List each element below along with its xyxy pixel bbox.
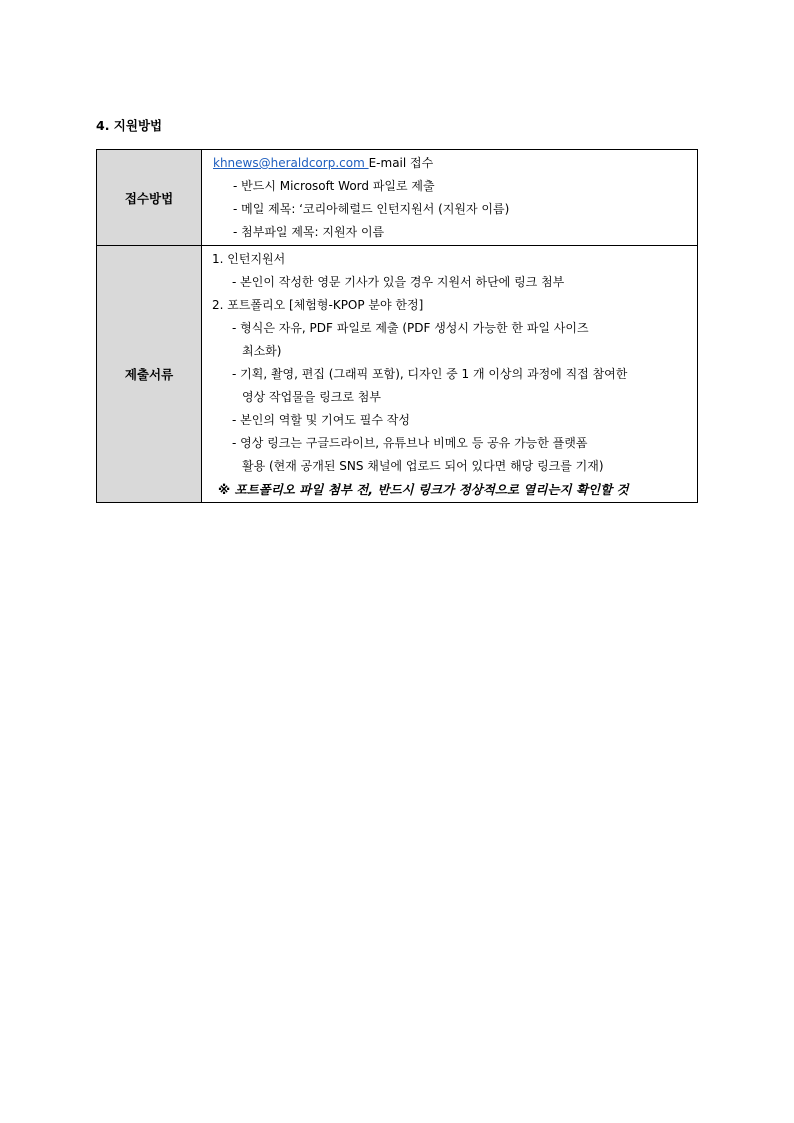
list-item: 최소화) [242,344,282,358]
section-title: 4. 지원방법 [96,118,163,133]
application-method-table [96,149,698,503]
row-content-required-documents [202,246,698,503]
list-item: - 본인의 역할 및 기여도 필수 작성 [232,413,410,427]
list-item: - 반드시 Microsoft Word 파일로 제출 [233,179,435,193]
list-item: - 메일 제목: ‘코리아헤럴드 인턴지원서 (지원자 이름) [233,202,510,216]
list-item: 활용 (현재 공개된 SNS 채널에 업로드 되어 있다면 해당 링크를 기재) [242,459,604,473]
list-item: - 본인이 작성한 영문 기사가 있을 경우 지원서 하단에 링크 첨부 [232,275,565,289]
email-link[interactable]: khnews@heraldcorp.com [213,156,369,170]
list-item: - 첨부파일 제목: 지원자 이름 [233,225,385,239]
list-item: - 영상 링크는 구글드라이브, 유튜브나 비메오 등 공유 가능한 플랫폼 [232,436,588,450]
row-label-required-documents: 제출서류 [97,246,202,503]
email-suffix: E-mail 접수 [368,156,434,170]
table-row [97,150,698,246]
list-item: - 기획, 촬영, 편집 (그래픽 포함), 디자인 중 1 개 이상의 과정에 직접 참여한 [232,367,628,381]
list-item: - 형식은 자유, PDF 파일로 제출 (PDF 생성시 가능한 한 파일 사이즈 [232,321,589,335]
row-content-submission-method [202,150,698,246]
table-row [97,246,698,503]
list-item: 영상 작업물을 링크로 첨부 [242,390,381,404]
list-item: 2. 포트폴리오 [체험형-KPOP 분야 한정] [212,298,424,312]
row-label-submission-method: 접수방법 [97,150,202,246]
email-line [213,152,689,175]
portfolio-warning-note: ※ 포트폴리오 파일 첨부 전, 반드시 링크가 정상적으로 열리는지 확인할 것 [218,482,629,497]
list-item: 1. 인턴지원서 [212,252,286,266]
